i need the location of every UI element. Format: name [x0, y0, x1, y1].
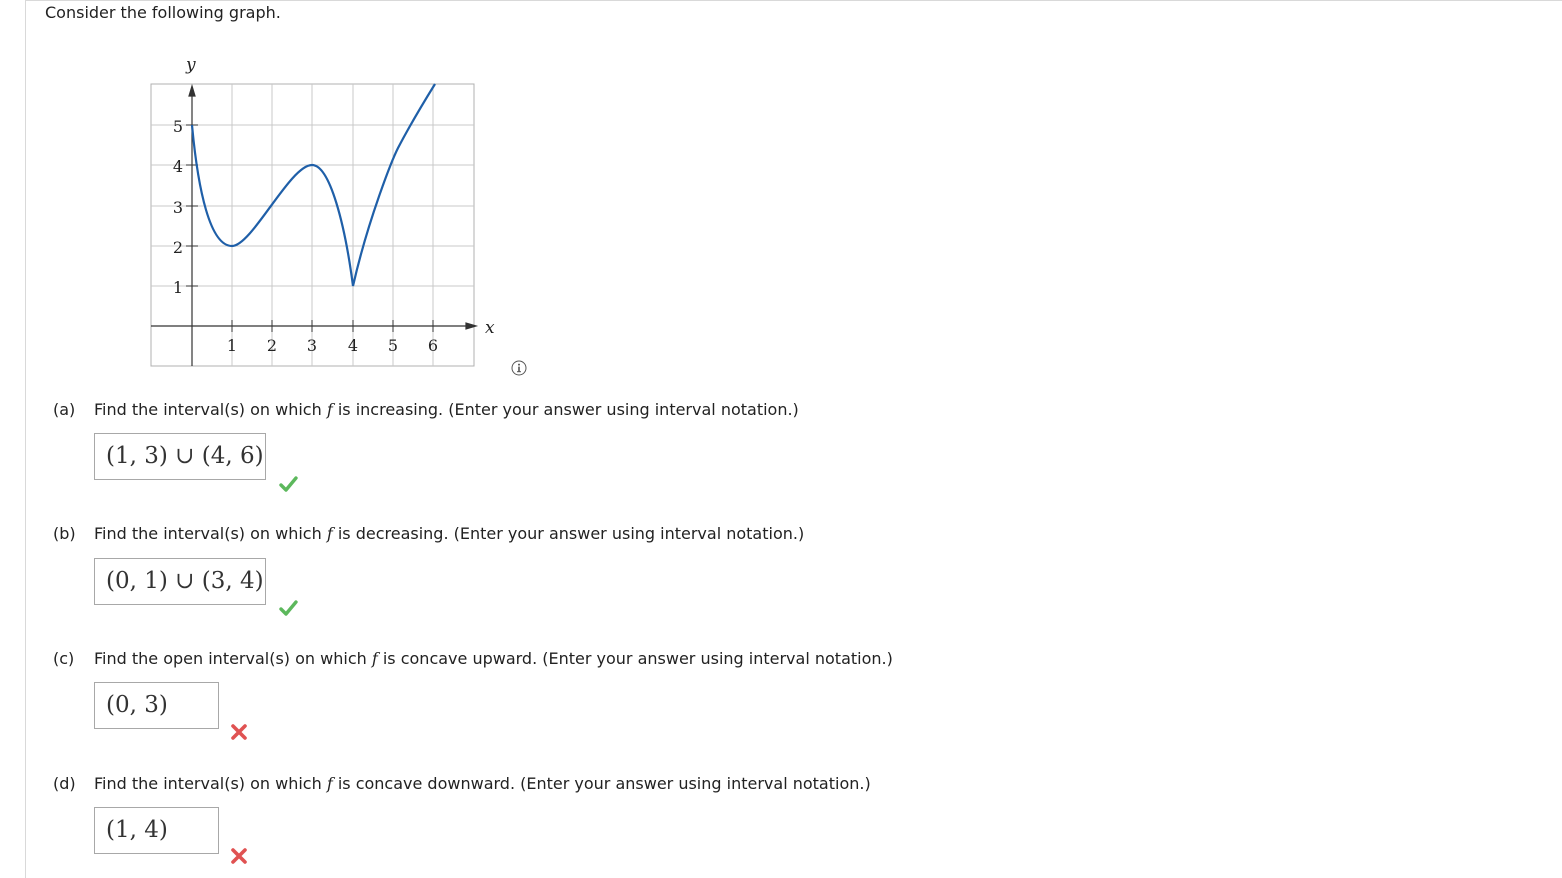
- x-tick-label: 4: [347, 336, 359, 355]
- info-icon[interactable]: [511, 360, 527, 376]
- function-symbol: f: [371, 649, 378, 668]
- y-axis-label: y: [186, 55, 196, 75]
- y-tick-label: 2: [172, 238, 184, 257]
- x-tick-label: 5: [387, 336, 399, 355]
- part-c-answer-input[interactable]: (0, 3): [94, 682, 219, 729]
- question-text: is decreasing. (Enter your answer using interval notation.): [332, 524, 805, 543]
- function-symbol: f: [326, 524, 333, 543]
- part-a-question: [53, 400, 799, 419]
- y-tick-label: 3: [172, 198, 184, 217]
- question-intro: Consider the following graph.: [45, 3, 281, 22]
- x-axis-label: x: [485, 318, 495, 338]
- question-text: Find the open interval(s) on which: [94, 649, 372, 668]
- question-text: Find the interval(s) on which: [94, 524, 327, 543]
- function-symbol: f: [326, 400, 333, 419]
- function-symbol: f: [326, 774, 333, 793]
- part-letter: (c): [53, 649, 75, 668]
- part-d-answer-input[interactable]: (1, 4): [94, 807, 219, 854]
- part-c-question: [53, 649, 893, 668]
- part-b-answer-input[interactable]: (0, 1) ∪ (3, 4): [94, 558, 266, 605]
- cross-icon: [229, 846, 249, 866]
- left-divider: [25, 0, 26, 878]
- question-text: is increasing. (Enter your answer using interval notation.): [332, 400, 799, 419]
- part-b-question: [53, 524, 804, 543]
- check-icon: [278, 474, 298, 494]
- part-a-answer-input[interactable]: (1, 3) ∪ (4, 6): [94, 433, 266, 480]
- question-text: is concave downward. (Enter your answer using interval notation.): [332, 774, 871, 793]
- question-text: Find the interval(s) on which: [94, 400, 327, 419]
- question-text: is concave upward. (Enter your answer using interval notation.): [377, 649, 893, 668]
- part-d-question: [53, 774, 871, 793]
- cross-icon: [229, 722, 249, 742]
- x-tick-label: 3: [306, 336, 318, 355]
- check-icon: [278, 598, 298, 618]
- function-graph: [140, 50, 510, 380]
- y-tick-label: 1: [172, 278, 184, 297]
- part-letter: (d): [53, 774, 76, 793]
- part-letter: (b): [53, 524, 76, 543]
- x-tick-label: 2: [266, 336, 278, 355]
- x-tick-label: 1: [226, 336, 238, 355]
- y-tick-label: 5: [172, 117, 184, 136]
- question-text: Find the interval(s) on which: [94, 774, 327, 793]
- top-divider: [25, 0, 1562, 1]
- x-tick-label: 6: [427, 336, 439, 355]
- part-letter: (a): [53, 400, 76, 419]
- y-tick-label: 4: [172, 157, 184, 176]
